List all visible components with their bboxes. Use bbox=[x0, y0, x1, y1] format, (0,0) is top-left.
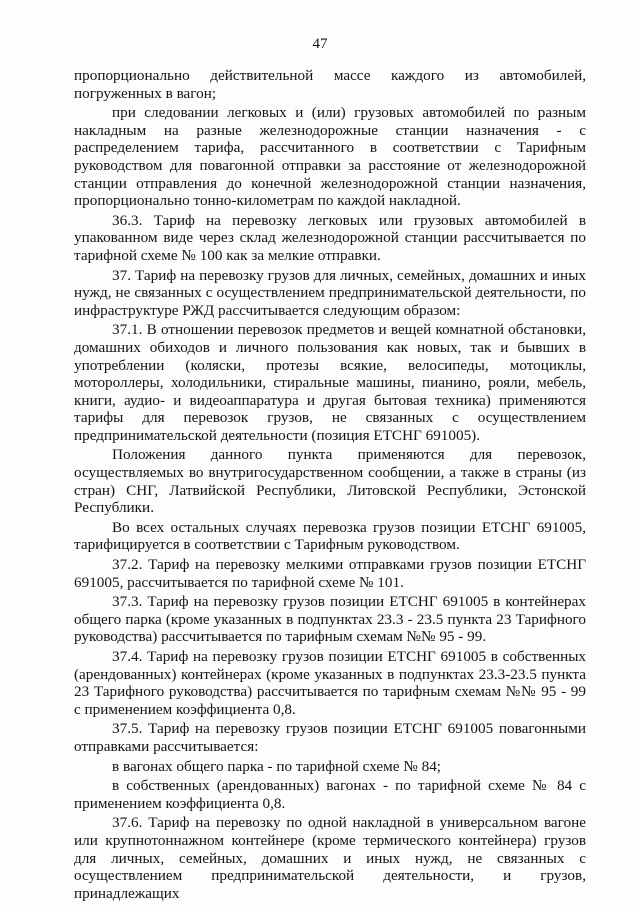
paragraph: пропорционально действительной массе каждого из автомобилей, погруженных в вагон; bbox=[74, 67, 586, 102]
paragraph: при следовании легковых и (или) грузовых автомобилей по разным накладным на разные железнодорожные станции назначения - с распределением тарифа, рассчитанного в соответствии с Тарифным руководством для повагонной отправки за расстояние от железнодорожной станции отправления до конечной железнодорожной станции назначения, пропорционально тонно-километрам по каждой накладной. bbox=[74, 104, 586, 210]
document-body bbox=[74, 67, 586, 904]
paragraph: в вагонах общего парка - по тарифной схеме № 84; bbox=[112, 757, 442, 775]
paragraph: 37.6. Тариф на перевозку по одной накладной в универсальном вагоне или крупнотоннажном контейнере (кроме термического контейнера) грузов для личных, семейных, домашних и иных нужд, не связанных с осуществлением предпринимательской деятельности, и грузов, принадлежащих bbox=[74, 814, 586, 902]
paragraph: Положения данного пункта применяются для перевозок, осуществляемых во внутригосударственном сообщении, а также в страны (из стран) СНГ, Латвийской Республики, Литовской Республики, Эстонской Республики. bbox=[74, 446, 586, 517]
paragraph: 37.4. Тариф на перевозку грузов позиции ЕТСНГ 691005 в собственных (арендованных) контейнерах (кроме указанных в подпунктах 23.3-23.5 пункта 23 Тарифного руководства) рассчитывается по тарифным схемам №№ 95 - 99 с применением коэффициента 0,8. bbox=[74, 648, 586, 718]
paragraph: 37. Тариф на перевозку грузов для личных, семейных, домашних и иных нужд, не связанных с осуществлением предпринимательской деятельности, по инфраструктуре РЖД рассчитывается следующим образом: bbox=[74, 266, 586, 319]
paragraph: 37.1. В отношении перевозок предметов и вещей комнатной обстановки, домашних обиходов и личного пользования как новых, так и бывших в употреблении (коляски, протезы всякие, велосипеды, мотоциклы, мотороллеры, холодильники, стиральные машины, пианино, рояли, мебель, книги, аудио- и видеоаппаратура и другая бытовая техника) применяются тарифы для перевозок грузов, не связанных с осуществлением предпринимательской деятельности (позиция ЕТСНГ 691005). bbox=[74, 321, 586, 444]
paragraph: 37.5. Тариф на перевозку грузов позиции ЕТСНГ 691005 повагонными отправками рассчитывается: bbox=[74, 720, 586, 755]
paragraph: 37.3. Тариф на перевозку грузов позиции ЕТСНГ 691005 в контейнерах общего парка (кроме указанных в подпунктах 23.3 - 23.5 пункта 23 Тарифного руководства) рассчитывается по тарифным схемам №№ 95 - 99. bbox=[74, 593, 586, 646]
page-number: 47 bbox=[312, 36, 328, 52]
paragraph: Во всех остальных случаях перевозка грузов позиции ЕТСНГ 691005, тарифицируется в соответствии с Тарифным руководством. bbox=[74, 518, 586, 554]
paragraph: в собственных (арендованных) вагонах - по тарифной схеме № 84 с применением коэффициента 0,8. bbox=[74, 777, 586, 812]
paragraph: 37.2. Тариф на перевозку мелкими отправками грузов позиции ЕТСНГ 691005, рассчитывается по тарифной схеме № 101. bbox=[74, 556, 586, 591]
paragraph: 36.3. Тариф на перевозку легковых или грузовых автомобилей в упакованном виде через склад железнодорожной станции рассчитывается по тарифной схеме № 100 как за мелкие отправки. bbox=[74, 211, 586, 264]
